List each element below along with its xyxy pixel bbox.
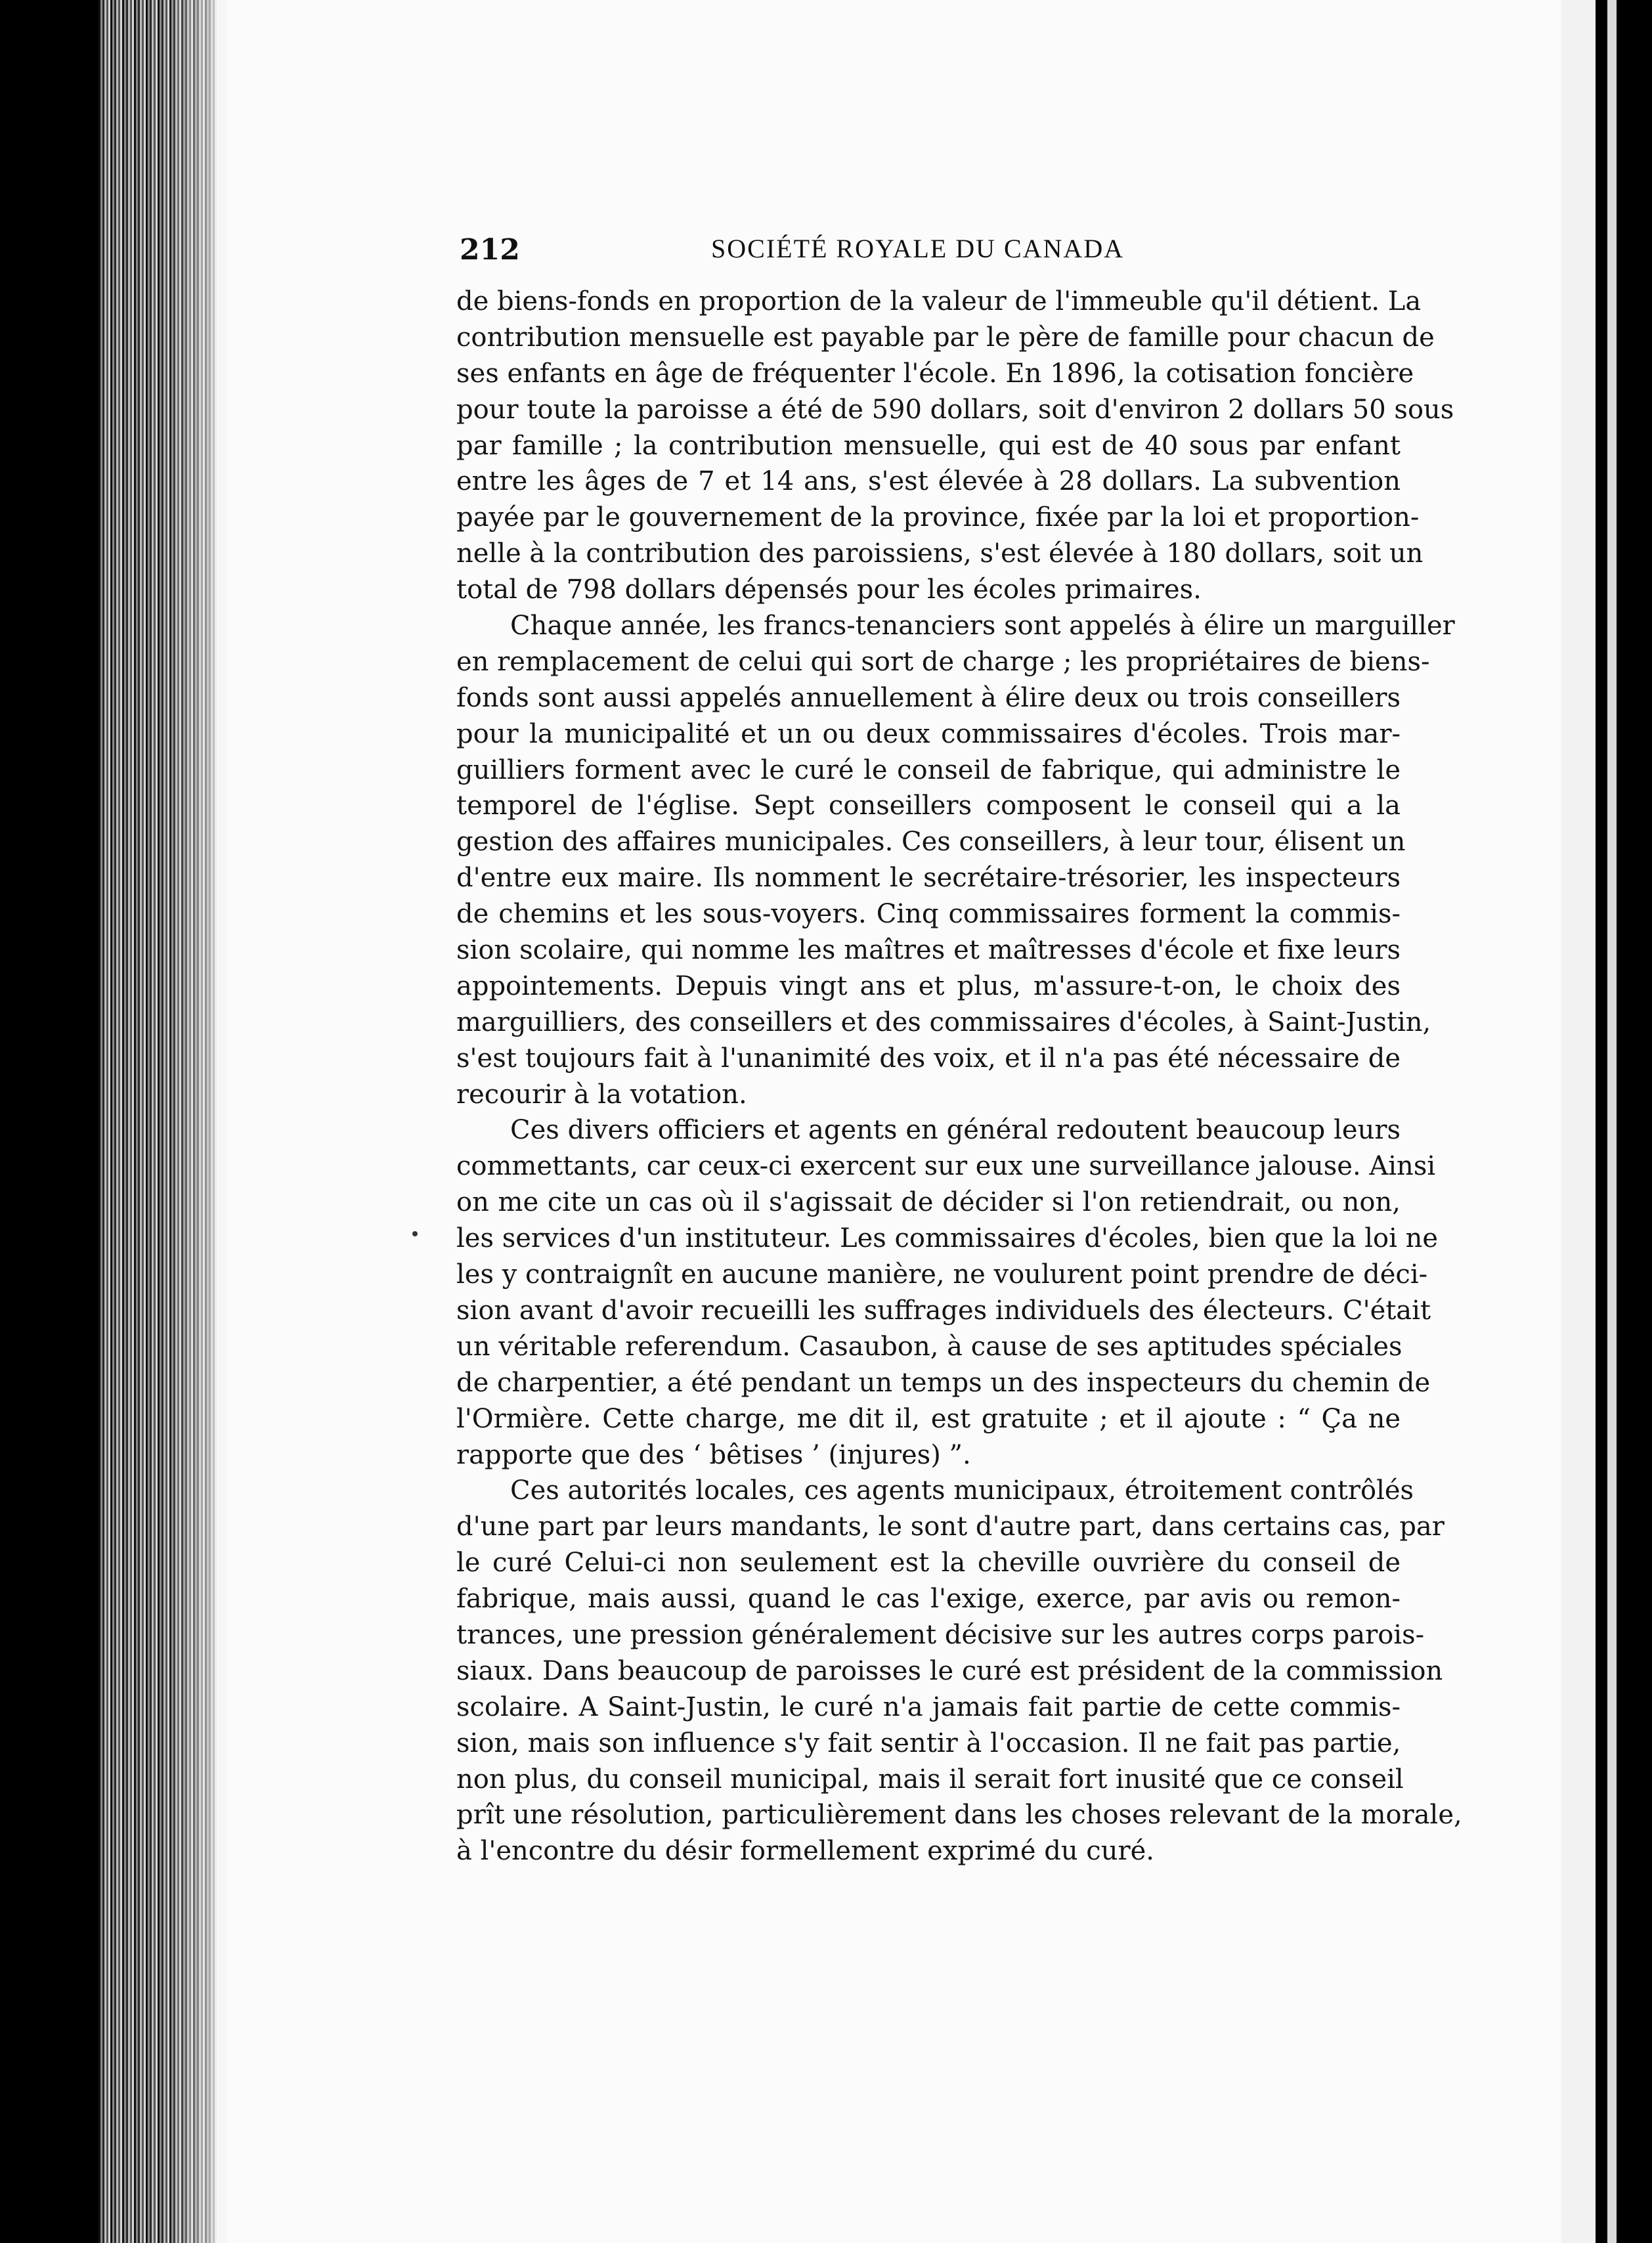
text-line: d'une part par leurs mandants, le sont d'autre part, dans certains cas, par — [456, 1512, 1445, 1542]
paragraph — [456, 608, 1455, 1112]
text-line: Ces autorités locales, ces agents municipaux, étroitement contrôlés — [510, 1475, 1414, 1506]
text-line: on me cite un cas où il s'agissait de décider si l'on retiendrait, ou non, — [456, 1187, 1401, 1218]
text-line: guilliers forment avec le curé le conseil de fabrique, qui administre le — [456, 754, 1401, 785]
paragraph — [456, 1112, 1439, 1473]
text-line: s'est toujours fait à l'unanimité des voix, et il n'a pas été nécessaire de — [456, 1043, 1401, 1074]
text-line: de biens-fonds en proportion de la valeur de l'immeuble qu'il détient. La — [456, 286, 1422, 316]
text-line: appointements. Depuis vingt ans et plus, m'assure-t-on, le choix des — [456, 970, 1401, 1001]
text-line: prît une résolution, particulièrement dans les choses relevant de la morale, — [456, 1800, 1462, 1831]
text-line: pour toute la paroisse a été de 590 dollars, soit d'environ 2 dollars 50 sous — [456, 394, 1454, 425]
text-line: l'Ormière. Cette charge, me dit il, est gratuite ; et il ajoute : “ Ça ne — [456, 1403, 1401, 1434]
text-line: scolaire. A Saint-Justin, le curé n'a jamais fait partie de cette commis- — [456, 1691, 1401, 1722]
text-line: en remplacement de celui qui sort de charge ; les propriétaires de biens- — [456, 646, 1430, 677]
text-line: recourir à la votation. — [456, 1079, 747, 1110]
text-line: contribution mensuelle est payable par le père de famille pour chacun de — [456, 322, 1435, 353]
text-line: siaux. Dans beaucoup de paroisses le curé est président de la commission — [456, 1655, 1443, 1686]
text-line: total de 798 dollars dépensés pour les écoles primaires. — [456, 575, 1202, 605]
text-line: fabrique, mais aussi, quand le cas l'exige, exerce, par avis ou remon- — [456, 1584, 1401, 1615]
text-line: les y contraignît en aucune manière, ne voulurent point prendre de déci- — [456, 1259, 1428, 1290]
text-line: Chaque année, les francs-tenanciers sont appelés à élire un marguiller — [510, 611, 1455, 642]
text-line: pour la municipalité et un ou deux commissaires d'écoles. Trois mar- — [456, 718, 1401, 749]
text-line: de chemins et les sous-voyers. Cinq commissaires forment la commis- — [456, 899, 1401, 930]
text-line: les services d'un instituteur. Les commissaires d'écoles, bien que la loi ne — [456, 1223, 1439, 1254]
text-line: sion avant d'avoir recueilli les suffrages individuels des électeurs. C'était — [456, 1295, 1431, 1326]
paragraph — [456, 1473, 1462, 1869]
text-line: Ces divers officiers et agents en général redoutent beaucoup leurs — [510, 1115, 1401, 1146]
page-number: 212 — [460, 233, 520, 267]
text-line: ses enfants en âge de fréquenter l'école. En 1896, la cotisation foncière — [456, 358, 1414, 389]
text-line: de charpentier, a été pendant un temps un des inspecteurs du chemin de — [456, 1367, 1431, 1398]
text-line: un véritable referendum. Casaubon, à cause de ses aptitudes spéciales — [456, 1331, 1402, 1362]
text-line: rapporte que des ‘ bêtises ’ (injures) ”. — [456, 1439, 971, 1470]
text-line: temporel de l'église. Sept conseillers composent le conseil qui a la — [456, 791, 1401, 821]
running-head: SOCIÉTÉ ROYALE DU CANADA — [711, 234, 1125, 263]
text-line: fonds sont aussi appelés annuellement à élire deux ou trois conseillers — [456, 682, 1401, 713]
right-border-line — [1596, 0, 1607, 2243]
body-text — [456, 284, 1462, 1869]
text-line: commettants, car ceux-ci exercent sur eux une surveillance jalouse. Ainsi — [456, 1151, 1436, 1182]
text-line: d'entre eux maire. Ils nomment le secrétaire-trésorier, les inspecteurs — [456, 863, 1401, 894]
right-page-margin — [1561, 0, 1596, 2243]
text-line: marguilliers, des conseillers et des commissaires d'écoles, à Saint-Justin, — [456, 1007, 1431, 1037]
page-gutter-shadow — [167, 0, 227, 2243]
text-line: le curé Celui-ci non seulement est la cheville ouvrière du conseil de — [456, 1548, 1401, 1579]
page-header — [460, 233, 1379, 272]
text-line: non plus, du conseil municipal, mais il serait fort inusité que ce conseil — [456, 1764, 1404, 1795]
text-line: gestion des affaires municipales. Ces conseillers, à leur tour, élisent un — [456, 827, 1406, 858]
text-line: par famille ; la contribution mensuelle, qui est de 40 sous par enfant — [456, 430, 1401, 461]
right-border-strip — [1607, 0, 1617, 2243]
text-line: à l'encontre du désir formellement exprimé du curé. — [456, 1836, 1154, 1867]
text-line: entre les âges de 7 et 14 ans, s'est élevée à 28 dollars. La subvention — [456, 466, 1401, 497]
text-line: trances, une pression généralement décisive sur les autres corps parois- — [456, 1619, 1425, 1650]
text-line: sion, mais son influence s'y fait sentir à l'occasion. Il ne fait pas partie, — [456, 1728, 1401, 1758]
text-line: sion scolaire, qui nomme les maîtres et maîtresses d'école et fixe leurs — [456, 935, 1401, 966]
paragraph — [456, 284, 1454, 608]
text-line: nelle à la contribution des paroissiens, s'est élevée à 180 dollars, soit un — [456, 538, 1424, 569]
scan-speck — [412, 1231, 418, 1236]
text-line: payée par le gouvernement de la province, fixée par la loi et proportion- — [456, 502, 1420, 533]
